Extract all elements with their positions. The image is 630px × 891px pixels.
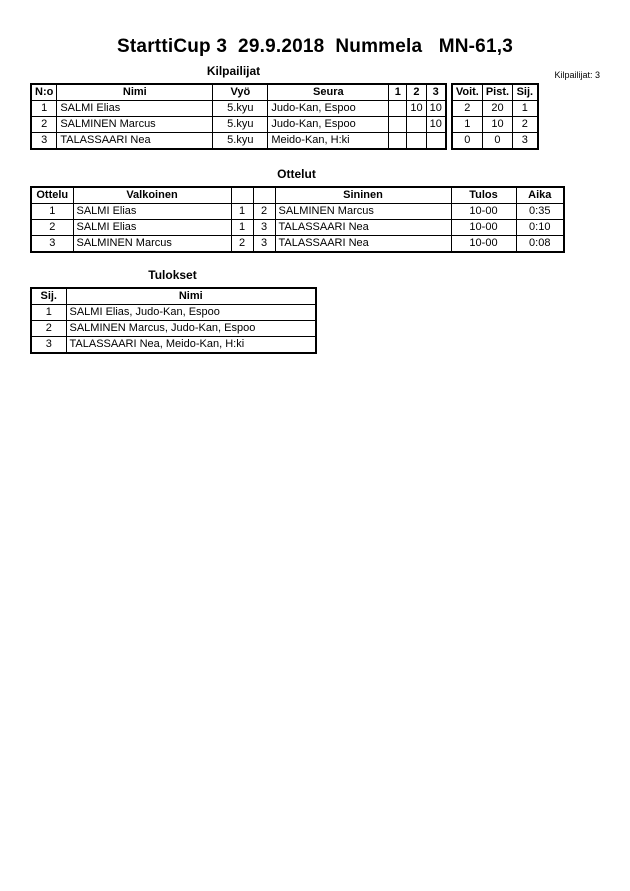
ottelut-table	[30, 186, 565, 253]
cell-ottelu: 3	[31, 236, 73, 253]
cell-voit: 2	[452, 101, 483, 117]
cell-sij: 1	[513, 101, 538, 117]
cell-ottelu: 1	[31, 204, 73, 220]
tulokset-heading: Tulokset	[148, 268, 197, 282]
header-valkoinen: Valkoinen	[73, 187, 231, 204]
cell-tulos: 10-00	[451, 220, 516, 236]
kilpailijat-header-row	[31, 84, 446, 101]
header-aika: Aika	[516, 187, 564, 204]
header-round-2: 2	[407, 84, 426, 101]
cell-round-2: 10	[407, 101, 426, 117]
cell-round-1	[389, 133, 407, 150]
tulokset-header-row	[31, 288, 316, 305]
cell-tulos: 10-00	[451, 236, 516, 253]
table-row	[31, 133, 446, 150]
cell-ottelu: 2	[31, 220, 73, 236]
table-row	[31, 117, 446, 133]
cell-sij: 1	[31, 305, 66, 321]
cell-blue-number: 3	[253, 220, 275, 236]
cell-white-number: 1	[231, 204, 253, 220]
header-round-1: 1	[389, 84, 407, 101]
cell-tulos: 10-00	[451, 204, 516, 220]
header-white-number	[231, 187, 253, 204]
table-row	[31, 337, 316, 354]
cell-sininen: SALMINEN Marcus	[275, 204, 451, 220]
cell-seura: Meido-Kan, H:ki	[268, 133, 389, 150]
header-pist: Pist.	[482, 84, 512, 101]
table-row	[452, 133, 538, 150]
cell-vyo: 5.kyu	[213, 133, 268, 150]
competitors-count: Kilpailijat: 3	[554, 70, 600, 80]
cell-blue-number: 2	[253, 204, 275, 220]
cell-white-number: 2	[231, 236, 253, 253]
cell-sininen: TALASSAARI Nea	[275, 220, 451, 236]
cell-nimi: SALMI Elias, Judo-Kan, Espoo	[66, 305, 316, 321]
kilpailijat-table	[30, 83, 447, 150]
cell-aika: 0:35	[516, 204, 564, 220]
cell-sij: 2	[31, 321, 66, 337]
cell-aika: 0:10	[516, 220, 564, 236]
cell-nimi: SALMINEN Marcus	[57, 117, 213, 133]
kilpailijat-summary-table	[451, 83, 539, 150]
cell-aika: 0:08	[516, 236, 564, 253]
header-seura: Seura	[268, 84, 389, 101]
cell-round-1	[389, 101, 407, 117]
cell-round-1	[389, 117, 407, 133]
cell-pist: 10	[482, 117, 512, 133]
header-round-3: 3	[426, 84, 446, 101]
cell-seura: Judo-Kan, Espoo	[268, 117, 389, 133]
header-blue-number	[253, 187, 275, 204]
cell-pist: 0	[482, 133, 512, 150]
cell-valkoinen: SALMI Elias	[73, 204, 231, 220]
cell-round-2	[407, 133, 426, 150]
page-title: StarttiCup 3 29.9.2018 Nummela MN-61,3	[117, 36, 513, 57]
cell-nimi: SALMINEN Marcus, Judo-Kan, Espoo	[66, 321, 316, 337]
header-nimi: Nimi	[66, 288, 316, 305]
cell-sij: 3	[513, 133, 538, 150]
table-row	[31, 321, 316, 337]
cell-round-3: 10	[426, 117, 446, 133]
table-row	[31, 236, 564, 253]
cell-no: 1	[31, 101, 57, 117]
header-sij: Sij.	[31, 288, 66, 305]
cell-seura: Judo-Kan, Espoo	[268, 101, 389, 117]
cell-no: 2	[31, 117, 57, 133]
header-ottelu: Ottelu	[31, 187, 73, 204]
cell-round-3: 10	[426, 101, 446, 117]
cell-vyo: 5.kyu	[213, 117, 268, 133]
ottelut-heading: Ottelut	[277, 167, 316, 181]
cell-no: 3	[31, 133, 57, 150]
table-row	[31, 220, 564, 236]
header-nimi: Nimi	[57, 84, 213, 101]
cell-sininen: TALASSAARI Nea	[275, 236, 451, 253]
table-row	[452, 101, 538, 117]
cell-sij: 2	[513, 117, 538, 133]
header-no: N:o	[31, 84, 57, 101]
cell-nimi: SALMI Elias	[57, 101, 213, 117]
table-row	[31, 101, 446, 117]
cell-round-3	[426, 133, 446, 150]
cell-white-number: 1	[231, 220, 253, 236]
cell-blue-number: 3	[253, 236, 275, 253]
kilpailijat-tables	[30, 83, 630, 150]
header-sij: Sij.	[513, 84, 538, 101]
table-row	[31, 204, 564, 220]
header-tulos: Tulos	[451, 187, 516, 204]
header-sininen: Sininen	[275, 187, 451, 204]
table-row	[31, 305, 316, 321]
header-vyo: Vyö	[213, 84, 268, 101]
cell-nimi: TALASSAARI Nea, Meido-Kan, H:ki	[66, 337, 316, 354]
cell-valkoinen: SALMI Elias	[73, 220, 231, 236]
summary-header-row	[452, 84, 538, 101]
table-row	[452, 117, 538, 133]
cell-voit: 1	[452, 117, 483, 133]
header-voit: Voit.	[452, 84, 483, 101]
tulokset-table	[30, 287, 317, 354]
kilpailijat-heading: Kilpailijat	[206, 64, 261, 78]
cell-round-2	[407, 117, 426, 133]
cell-voit: 0	[452, 133, 483, 150]
cell-pist: 20	[482, 101, 512, 117]
cell-nimi: TALASSAARI Nea	[57, 133, 213, 150]
cell-vyo: 5.kyu	[213, 101, 268, 117]
cell-valkoinen: SALMINEN Marcus	[73, 236, 231, 253]
ottelut-header-row	[31, 187, 564, 204]
cell-sij: 3	[31, 337, 66, 354]
